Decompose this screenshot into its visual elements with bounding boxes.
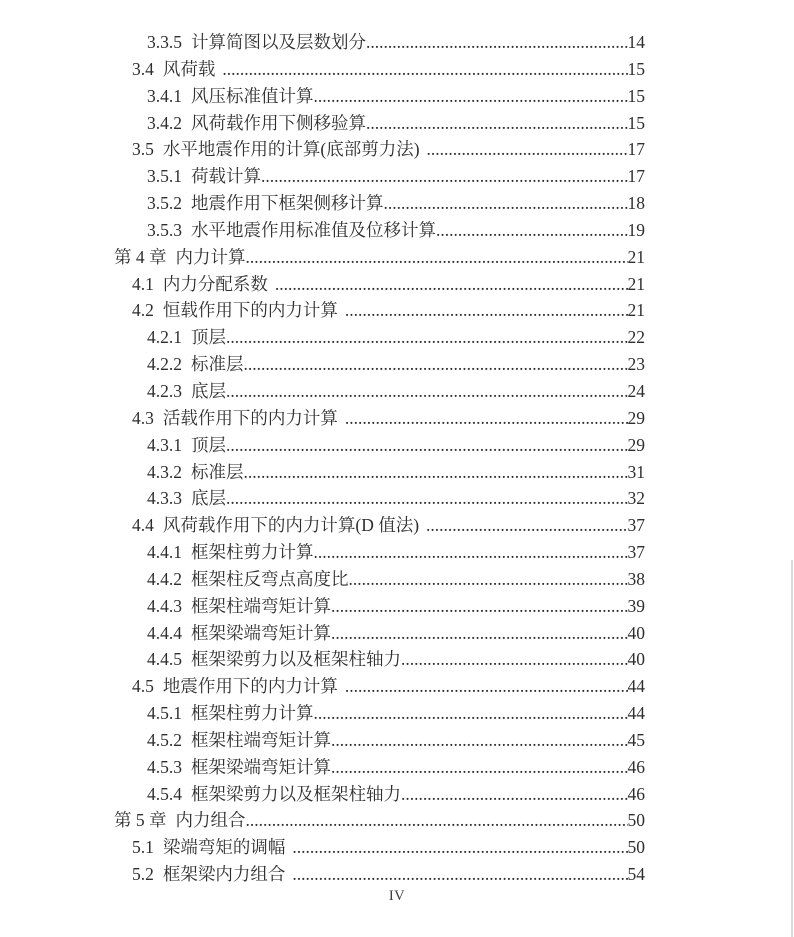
toc-entry-page: 31 bbox=[627, 461, 645, 482]
toc-entry-page: 40 bbox=[627, 622, 645, 643]
toc-entry-page: 18 bbox=[627, 193, 645, 214]
dot-leader bbox=[226, 324, 628, 351]
toc-entry-number: 3.5.3 bbox=[147, 219, 182, 240]
toc-entry-page: 44 bbox=[627, 676, 645, 697]
toc-entry-number: 4.5 bbox=[132, 676, 154, 697]
toc-entry-number: 4.3.2 bbox=[147, 461, 182, 482]
toc-entry-title: 风荷载 bbox=[162, 58, 216, 79]
dot-leader bbox=[292, 861, 627, 888]
toc-entry-title: 风荷载作用下的内力计算(D 值法) bbox=[162, 515, 420, 536]
toc-entry-page: 23 bbox=[627, 354, 645, 375]
toc-entry-number: 4.2 bbox=[132, 300, 154, 321]
toc-entry-title: 地震作用下的内力计算 bbox=[162, 676, 338, 697]
toc-entry[interactable] bbox=[0, 244, 645, 271]
toc-entry[interactable] bbox=[0, 646, 645, 673]
dot-leader bbox=[226, 378, 628, 405]
dot-leader bbox=[226, 485, 628, 512]
toc-entry[interactable] bbox=[0, 512, 645, 539]
toc-entry-page: 54 bbox=[627, 864, 645, 885]
toc-entry-number: 5.2 bbox=[132, 864, 154, 885]
dot-leader bbox=[331, 754, 628, 781]
toc-entry-title: 风压标准值计算 bbox=[191, 85, 314, 106]
dot-leader bbox=[427, 136, 628, 163]
toc-entry[interactable] bbox=[0, 727, 645, 754]
toc-entry-number: 3.4.1 bbox=[147, 85, 182, 106]
toc-entry-number: 4.3.3 bbox=[147, 488, 182, 509]
toc-entry-number: 4.5.2 bbox=[147, 729, 182, 750]
toc-entry-number: 4.5.1 bbox=[147, 703, 182, 724]
toc-entry-page: 15 bbox=[627, 112, 645, 133]
dot-leader bbox=[314, 539, 628, 566]
toc-entry-page: 15 bbox=[627, 85, 645, 106]
toc-entry-page: 37 bbox=[627, 515, 645, 536]
toc-entry-page: 45 bbox=[627, 729, 645, 750]
toc-entry-title: 框架柱反弯点高度比 bbox=[191, 568, 349, 589]
toc-entry-title: 梁端弯矩的调幅 bbox=[162, 837, 286, 858]
toc-entry-number: 3.5.2 bbox=[147, 193, 182, 214]
toc-entry-title: 底层 bbox=[191, 488, 226, 509]
toc-entry-page: 14 bbox=[627, 32, 645, 52]
toc-entry-page: 44 bbox=[627, 703, 645, 724]
toc-entry-title: 计算简图以及层数划分 bbox=[191, 32, 366, 52]
dot-leader bbox=[246, 244, 628, 271]
dot-leader bbox=[436, 217, 628, 244]
page-number-footer: IV bbox=[388, 888, 406, 904]
toc-entry-title: 顶层 bbox=[191, 327, 226, 348]
toc-entry[interactable] bbox=[0, 190, 645, 217]
toc-entry-page: 50 bbox=[627, 837, 645, 858]
toc-entry-page: 21 bbox=[627, 300, 645, 321]
toc-entry[interactable] bbox=[0, 566, 645, 593]
toc-entry-number: 4.4.2 bbox=[147, 568, 182, 589]
toc-entry[interactable] bbox=[0, 459, 645, 486]
toc-entry-number: 4.2.2 bbox=[147, 354, 182, 375]
toc-entry-number: 3.3.5 bbox=[147, 32, 182, 52]
toc-entry-title: 风荷载作用下侧移验算 bbox=[191, 112, 366, 133]
dot-leader bbox=[366, 29, 628, 56]
toc-entry-page: 17 bbox=[627, 166, 645, 187]
toc-entry[interactable] bbox=[0, 163, 645, 190]
toc-entry-number: 3.4.2 bbox=[147, 112, 182, 133]
toc-entry-number: 4.4.1 bbox=[147, 542, 182, 563]
toc-entry-title: 地震作用下框架侧移计算 bbox=[191, 193, 384, 214]
toc-entry-page: 39 bbox=[627, 595, 645, 616]
toc-entry[interactable] bbox=[0, 539, 645, 566]
toc-entry-number: 4.2.3 bbox=[147, 380, 182, 401]
dot-leader bbox=[366, 110, 628, 137]
dot-leader bbox=[222, 56, 627, 83]
toc-entry-number: 3.4 bbox=[132, 58, 154, 79]
toc-entry-number: 4.4.3 bbox=[147, 595, 182, 616]
toc-list bbox=[0, 29, 645, 888]
toc-entry[interactable] bbox=[0, 781, 645, 808]
dot-leader bbox=[244, 459, 628, 486]
dot-leader bbox=[426, 512, 627, 539]
toc-entry-title: 顶层 bbox=[191, 434, 226, 455]
toc-entry-number: 3.5 bbox=[132, 139, 154, 160]
dot-leader bbox=[401, 781, 628, 808]
toc-entry[interactable] bbox=[0, 351, 645, 378]
toc-entry-title: 框架柱端弯矩计算 bbox=[191, 729, 331, 750]
toc-entry-title: 框架柱剪力计算 bbox=[191, 542, 314, 563]
dot-leader bbox=[345, 297, 628, 324]
toc-entry-title: 水平地震作用标准值及位移计算 bbox=[191, 219, 436, 240]
dot-leader bbox=[314, 700, 628, 727]
scan-edge bbox=[791, 560, 793, 937]
toc-entry-page: 29 bbox=[627, 407, 645, 428]
toc-entry-title: 标准层 bbox=[191, 461, 244, 482]
toc-entry-title: 底层 bbox=[191, 380, 226, 401]
toc-entry-page: 17 bbox=[627, 139, 645, 160]
dot-leader bbox=[292, 834, 627, 861]
toc-entry-page: 22 bbox=[627, 327, 645, 348]
toc-entry-page: 46 bbox=[627, 783, 645, 804]
toc-entry-title: 框架柱端弯矩计算 bbox=[191, 595, 331, 616]
dot-leader bbox=[384, 190, 628, 217]
toc-entry-title: 水平地震作用的计算(底部剪力法) bbox=[162, 139, 420, 160]
toc-entry-page: 40 bbox=[627, 649, 645, 670]
toc-entry[interactable] bbox=[0, 673, 645, 700]
toc-entry-title: 内力分配系数 bbox=[162, 273, 268, 294]
dot-leader bbox=[345, 405, 628, 432]
toc-entry-page: 21 bbox=[627, 273, 645, 294]
dot-leader bbox=[331, 727, 628, 754]
toc-entry[interactable] bbox=[0, 620, 645, 647]
toc-entry[interactable] bbox=[0, 297, 645, 324]
toc-entry[interactable] bbox=[0, 700, 645, 727]
toc-entry-number: 3.5.1 bbox=[147, 166, 182, 187]
toc-entry[interactable] bbox=[0, 861, 645, 888]
toc-entry[interactable] bbox=[0, 834, 645, 861]
toc-entry-page: 24 bbox=[627, 380, 645, 401]
toc-entry[interactable] bbox=[0, 110, 645, 137]
toc-entry[interactable] bbox=[0, 29, 645, 56]
toc-entry[interactable] bbox=[0, 432, 645, 459]
toc-entry[interactable] bbox=[0, 56, 645, 83]
toc-entry-title: 恒载作用下的内力计算 bbox=[162, 300, 338, 321]
toc-entry-number: 4.5.3 bbox=[147, 756, 182, 777]
dot-leader bbox=[314, 83, 628, 110]
toc-entry[interactable] bbox=[0, 136, 645, 163]
dot-leader bbox=[331, 620, 628, 647]
toc-entry[interactable] bbox=[0, 217, 645, 244]
toc-entry-number: 4.4 bbox=[132, 515, 154, 536]
toc-entry-title: 框架柱剪力计算 bbox=[191, 703, 314, 724]
toc-entry-title: 荷载计算 bbox=[191, 166, 261, 187]
dot-leader bbox=[261, 163, 628, 190]
toc-entry[interactable] bbox=[0, 807, 645, 834]
toc-entry[interactable] bbox=[0, 405, 645, 432]
dot-leader bbox=[331, 593, 628, 620]
toc-entry-title: 框架梁内力组合 bbox=[162, 864, 286, 885]
toc-entry[interactable] bbox=[0, 593, 645, 620]
dot-leader bbox=[401, 646, 628, 673]
toc-entry[interactable] bbox=[0, 83, 645, 110]
dot-leader bbox=[345, 673, 628, 700]
toc-entry-number: 4.1 bbox=[132, 273, 154, 294]
toc-entry-page: 21 bbox=[627, 246, 645, 267]
toc-entry-title: 框架梁剪力以及框架柱轴力 bbox=[191, 649, 401, 670]
toc-entry-number: 4.5.4 bbox=[147, 783, 182, 804]
toc-entry[interactable] bbox=[0, 754, 645, 781]
toc-entry[interactable] bbox=[0, 378, 645, 405]
toc-entry[interactable] bbox=[0, 324, 645, 351]
toc-entry-title: 框架梁剪力以及框架柱轴力 bbox=[191, 783, 401, 804]
toc-entry-title: 标准层 bbox=[191, 354, 244, 375]
toc-entry-page: 32 bbox=[627, 488, 645, 509]
toc-entry-page: 46 bbox=[627, 756, 645, 777]
toc-entry-title: 活载作用下的内力计算 bbox=[162, 407, 338, 428]
dot-leader bbox=[275, 271, 628, 298]
toc-entry-page: 15 bbox=[627, 58, 645, 79]
toc-entry[interactable] bbox=[0, 271, 645, 298]
toc-entry[interactable] bbox=[0, 485, 645, 512]
toc-entry-number: 4.4.4 bbox=[147, 622, 182, 643]
toc-entry-number: 4.2.1 bbox=[147, 327, 182, 348]
toc-entry-number: 第 4 章 bbox=[114, 246, 167, 267]
dot-leader bbox=[349, 566, 628, 593]
toc-entry-number: 4.3.1 bbox=[147, 434, 182, 455]
dot-leader bbox=[226, 432, 628, 459]
toc-entry-number: 4.4.5 bbox=[147, 649, 182, 670]
toc-entry-page: 37 bbox=[627, 542, 645, 563]
toc-entry-title: 内力计算 bbox=[175, 246, 246, 267]
dot-leader bbox=[246, 807, 628, 834]
toc-entry-title: 框架梁端弯矩计算 bbox=[191, 622, 331, 643]
toc-entry-number: 5.1 bbox=[132, 837, 154, 858]
toc-entry-page: 19 bbox=[627, 219, 645, 240]
toc-entry-title: 内力组合 bbox=[175, 810, 246, 831]
toc-entry-number: 4.3 bbox=[132, 407, 154, 428]
toc-entry-page: 29 bbox=[627, 434, 645, 455]
toc-entry-title: 框架梁端弯矩计算 bbox=[191, 756, 331, 777]
toc-entry-page: 50 bbox=[627, 810, 645, 831]
toc-entry-number: 第 5 章 bbox=[114, 810, 167, 831]
toc-entry-page: 38 bbox=[627, 568, 645, 589]
dot-leader bbox=[244, 351, 628, 378]
